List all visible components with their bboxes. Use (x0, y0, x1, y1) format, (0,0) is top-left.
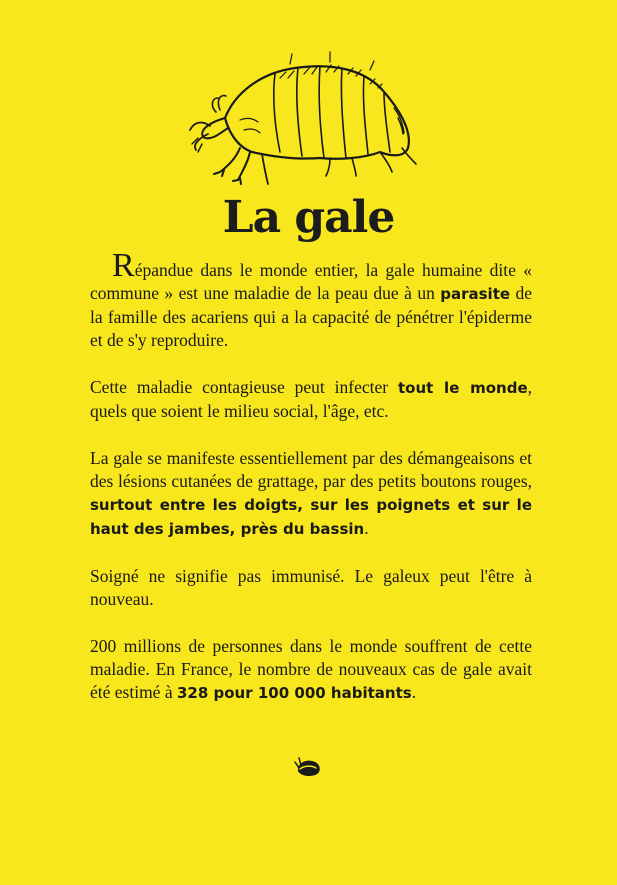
paragraph-1-text-c: de la famille des acariens qui a la capacité de pénétrer l'épiderme et de s'y reproduire. (90, 283, 532, 350)
page-title: La gale (222, 192, 395, 243)
paragraph-3-text-a: La gale se manifeste essentiellement par des démangeaisons et des lésions cutanées de grattage, par des petits boutons rouges, (90, 448, 532, 491)
paragraph-1-emphasis: parasite (440, 285, 511, 303)
paragraph-5-emphasis: 328 pour 100 000 habitants (176, 684, 412, 702)
paragraph-5-text-a: 200 millions de personnes dans le monde souffrent de cette maladie. En France, le nombre de nouveaux cas de gale avait été estimé à (90, 636, 532, 702)
paragraph-2-text-c: , quels que soient le milieu social, l'âge, etc. (90, 377, 533, 421)
paragraph-5-text-c: . (411, 682, 417, 702)
drop-cap: R (112, 247, 135, 284)
small-mite-icon (293, 756, 323, 778)
paragraph-1 (90, 247, 532, 352)
paragraph-2-text-a: Cette maladie contagieuse peut infecter (90, 377, 398, 397)
paragraph-4-text-a: Soigné ne signifie pas immunisé. Le galeux peut l'être à nouveau. (90, 566, 532, 609)
paragraph-5 (90, 635, 532, 705)
paragraph-2-emphasis: tout le monde (397, 379, 528, 397)
paragraph-3 (90, 447, 532, 541)
paragraph-3-emphasis: surtout entre les doigts, sur les poignets et sur le haut des jambes, près du bassin (90, 496, 532, 538)
paragraph-4 (90, 565, 532, 611)
article-body (90, 247, 533, 729)
paragraph-1-text-a: épandue dans le monde entier, la gale humaine dite « commune » est une maladie de la peau due à un (90, 260, 532, 303)
scabies-mite-illustration-icon (180, 48, 430, 188)
paragraph-3-text-c: . (364, 518, 369, 538)
paragraph-2 (90, 376, 532, 423)
